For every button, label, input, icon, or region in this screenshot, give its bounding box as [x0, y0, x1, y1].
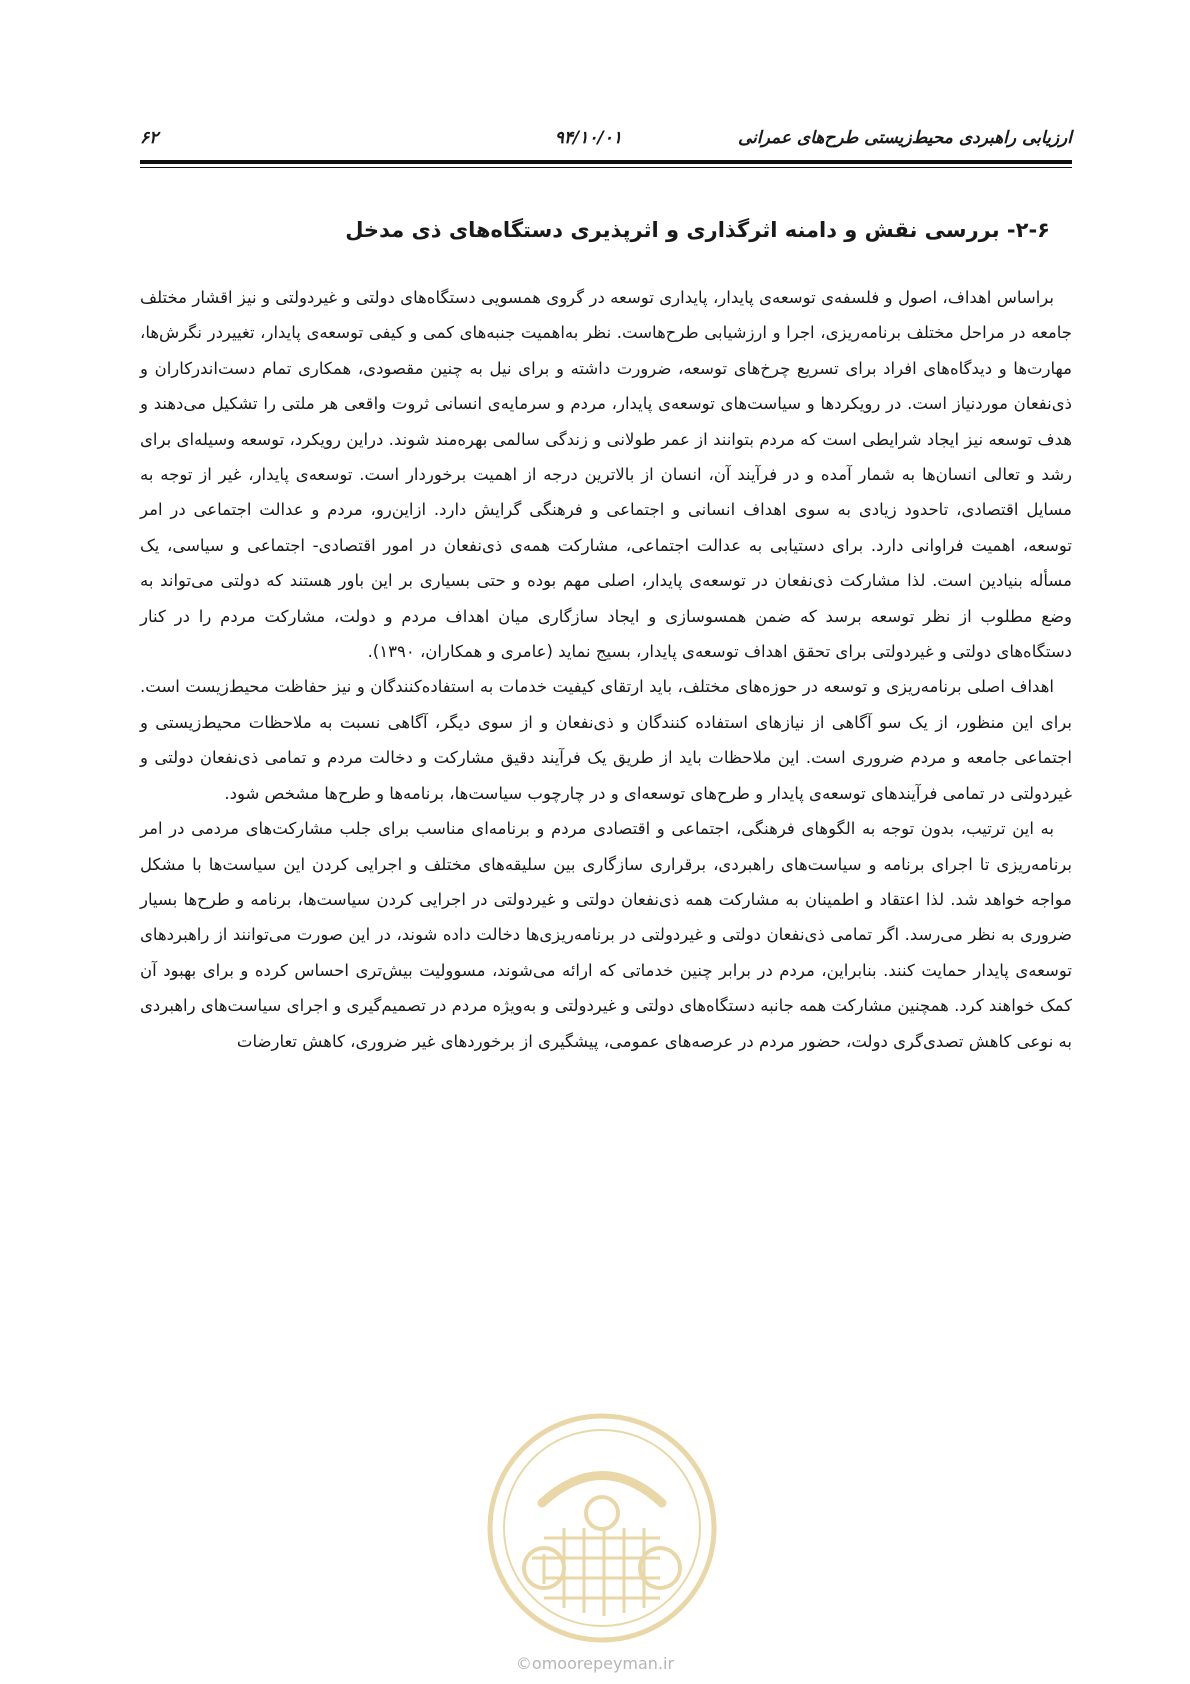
- header-rule-thin: [140, 167, 1072, 168]
- body-text: [140, 280, 1072, 1059]
- watermark-url: ©omoorepeyman.ir: [515, 1654, 675, 1673]
- copyright-icon: ©: [515, 1654, 532, 1673]
- header-date: ۹۴/۱۰/۰۱: [554, 128, 622, 148]
- page-number: ۶۲: [140, 128, 159, 148]
- header-rule-thick: [140, 160, 1072, 164]
- paragraph-1: براساس اهداف، اصول و فلسفه‌ی توسعه‌ی پایدار، پایداری توسعه در گروی همسویی دستگاه‌های دولتی و غیردولتی و نیز اقشار مختلف جامعه در مراحل مختلف برنامه‌ریزی، اجرا و ارزشیابی طرح‌هاست. نظر به‌اهمیت جنبه‌های کمی و کیفی توسعه‌ی پایدار، تغییردر نگرش‌ها، مهارت‌ها و دیدگاه‌های افراد برای تسریع چرخ‌های توسعه، ضرورت داشته و برای نیل به چنین مقصودی، همکاری تمام دست‌اندرکاران و ذی‌نفعان موردنیاز است. در رویکردها و سیاست‌های توسعه‌ی پایدار، مردم و سرمایه‌ی انسانی ثروت واقعی هر ملتی را تشکیل می‌دهند و هدف توسعه نیز ایجاد شرایطی است که مردم بتوانند از عمر طولانی و زندگی سالمی بهره‌مند شوند. دراین رویکرد، توسعه وسیله‌ای برای رشد و تعالی انسان‌ها به شمار آمده و در فرآیند آن، انسان از بالاترین درجه از اهمیت برخوردار است. توسعه‌ی پایدار، غیر از توجه به مسایل اقتصادی، تاحدود زیادی به سوی اهداف انسانی و اجتماعی و فرهنگی گرایش دارد. ازاین‌رو، مردم و عدالت اجتماعی در امر توسعه، اهمیت فراوانی دارد. برای دستیابی به عدالت اجتماعی، مشارکت همه‌ی ذی‌نفعان در امور اقتصادی- اجتماعی و سیاسی، یک مسأله بنیادین است. لذا مشارکت ذی‌نفعان در توسعه‌ی پایدار، اصلی مهم بوده و حتی بسیاری بر این باور هستند که دولتی می‌تواند به وضع مطلوب از نظر توسعه برسد که ضمن همسوسازی و ایجاد سازگاری میان اهداف مردم و دولت، مشارکت مردم را در کنار دستگاه‌های دولتی و غیردولتی برای تحقق اهداف توسعه‌ی پایدار، بسیج نماید (عامری و همکاران، ۱۳۹۰).: [140, 288, 1072, 662]
- watermark-seal-icon: [482, 1408, 722, 1648]
- header-title: ارزیابی راهبردی محیط‌زیستی طرح‌های عمرانی: [738, 128, 1072, 148]
- paragraph-2: اهداف اصلی برنامه‌ریزی و توسعه در حوزه‌های مختلف، باید ارتقای کیفیت خدمات به استفاده‌کنندگان و نیز حفاظت محیط‌زیست است. برای این منظور، از یک سو آگاهی از نیازهای استفاده کنندگان و ذی‌نفعان و از سوی دیگر، آگاهی نسبت به ملاحظات محیط‌زیستی و اجتماعی جامعه و مردم ضروری است. این ملاحظات باید از طریق یک فرآیند دقیق مشارکت و دخالت مردم و تمامی ذی‌نفعان دولتی و غیردولتی در تمامی فرآیندهای توسعه‌ی پایدار و طرح‌های توسعه‌ای و در چارچوب سیاست‌ها، برنامه‌ها و طرح‌ها مشخص شود.: [140, 677, 1072, 803]
- paragraph-3: به این ترتیب، بدون توجه به الگوهای فرهنگی، اجتماعی و اقتصادی مردم و برنامه‌ای مناسب برای جلب مشارکت‌های مردمی در امر برنامه‌ریزی تا اجرای برنامه و سیاست‌های راهبردی، برقراری سازگاری بین سلیقه‌های مختلف و اجرایی کردن این سیاست‌ها با مشکل مواجه خواهد شد. لذا اعتقاد و اطمینان به مشارکت همه ذی‌نفعان دولتی و غیردولتی در اجرایی کردن سیاست‌ها، برنامه و طرح‌ها بسیار ضروری به نظر می‌رسد. اگر تمامی ذی‌نفعان دولتی و غیردولتی در برنامه‌ریزی‌ها دخالت داده شوند، در این صورت می‌توانند از راهبردهای توسعه‌ی پایدار حمایت کنند. بنابراین، مردم در برابر چنین خدماتی که ارائه می‌شوند، مسوولیت بیش‌تری احساس کرده و برای بهبود آن کمک خواهند کرد. همچنین مشارکت همه جانبه دستگاه‌های دولتی و غیردولتی و به‌ویژه مردم در تصمیم‌گیری و اجرای سیاست‌های راهبردی به نوعی کاهش تصدی‌گری دولت، حضور مردم در عرصه‌های عمومی، پیشگیری از برخوردهای غیر ضروری، کاهش تعارضات: [140, 819, 1072, 1051]
- running-header: [140, 128, 1072, 156]
- section-heading: ۲-۶- بررسی نقش و دامنه اثرگذاری و اثرپذیری دستگاه‌های ذی مدخل: [345, 218, 1050, 242]
